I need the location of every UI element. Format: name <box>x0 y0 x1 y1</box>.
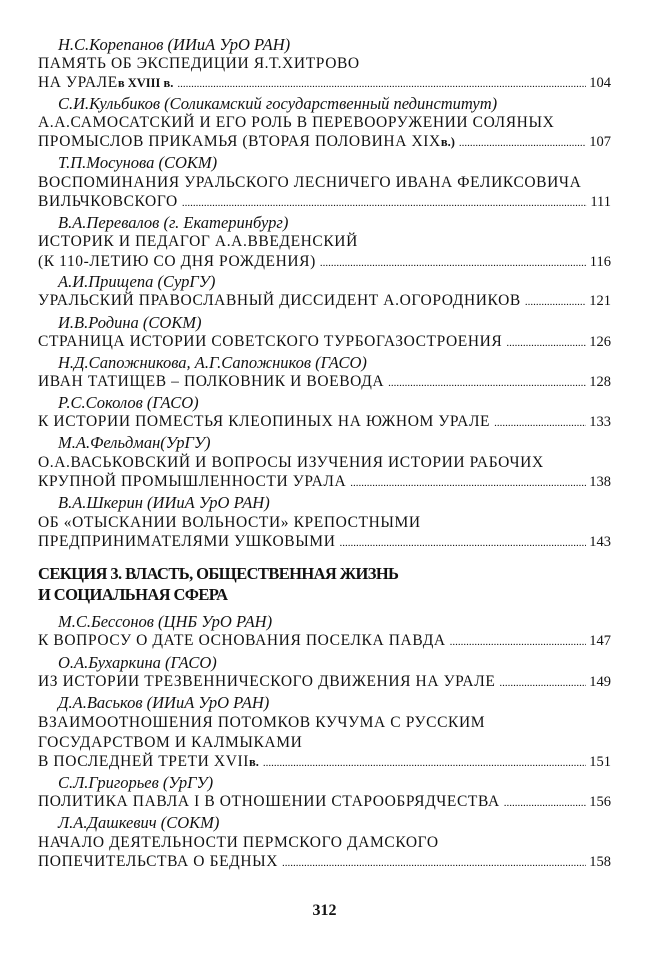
entry-page-number: 138 <box>589 474 611 490</box>
entry-title-line: ОБ «ОТЫСКАНИИ ВОЛЬНОСТИ» КРЕПОСТНЫМИ <box>38 514 421 531</box>
entry-title-text: ИЗ ИСТОРИИ ТРЕЗВЕННИЧЕСКОГО ДВИЖЕНИЯ НА УРАЛЕ <box>38 673 496 690</box>
entry-title-last-line <box>38 133 611 151</box>
entry-title-line: ИСТОРИК И ПЕДАГОГ А.А.ВВЕДЕНСКИЙ <box>38 233 358 250</box>
entry-title-suffix: в.) <box>440 135 455 149</box>
entry-author: О.А.Бухаркина (ГАСО) <box>58 653 217 672</box>
entry-page-number: 111 <box>590 194 611 210</box>
entry-title-text: (К 110-ЛЕТИЮ СО ДНЯ РОЖДЕНИЯ) <box>38 253 316 270</box>
entry-title-line: НАЧАЛО ДЕЯТЕЛЬНОСТИ ПЕРМСКОГО ДАМСКОГО <box>38 834 439 851</box>
entry-page-number: 143 <box>589 534 611 550</box>
entry-page-number: 149 <box>589 674 611 690</box>
entry-author: С.И.Кульбиков (Соликамский государственный пединститут) <box>58 94 498 113</box>
dot-leader <box>494 417 586 429</box>
entry-author: М.А.Фельдман(УрГУ) <box>58 433 211 452</box>
entry-title-suffix: в. <box>249 755 259 769</box>
entry-title-text: ПОПЕЧИТЕЛЬСТВА О БЕДНЫХ <box>38 853 279 870</box>
entry-title-last-line <box>38 632 611 650</box>
entry-title-line: О.А.ВАСЬКОВСКИЙ И ВОПРОСЫ ИЗУЧЕНИЯ ИСТОРИИ РАБОЧИХ <box>38 454 544 471</box>
dot-leader <box>182 197 587 209</box>
entry-author: И.В.Родина (СОКМ) <box>58 313 202 332</box>
entry-page-number: 121 <box>589 293 611 309</box>
entry-author: Л.А.Дашкевич (СОКМ) <box>58 813 220 832</box>
entry-title-last-line <box>38 74 611 92</box>
entry-title-line: ПАМЯТЬ ОБ ЭКСПЕДИЦИИ Я.Т.ХИТРОВО <box>38 55 360 72</box>
section-heading-cont: И СОЦИАЛЬНАЯ СФЕРА <box>38 585 228 604</box>
entry-title-text: НА УРАЛЕ <box>38 74 118 91</box>
dot-leader <box>499 677 586 689</box>
entry-title-last-line <box>38 793 611 811</box>
entry-author: Р.С.Соколов (ГАСО) <box>58 393 199 412</box>
dot-leader <box>459 137 586 149</box>
entry-page-number: 116 <box>589 254 611 270</box>
entry-author: Н.Д.Сапожникова, А.Г.Сапожников (ГАСО) <box>58 353 367 372</box>
entry-page-number: 147 <box>589 633 611 649</box>
entry-title-text: К ИСТОРИИ ПОМЕСТЬЯ КЛЕОПИНЫХ НА ЮЖНОМ УРАЛЕ <box>38 413 491 430</box>
entry-author: Д.А.Васьков (ИИиА УрО РАН) <box>58 693 270 712</box>
entry-title-text: СТРАНИЦА ИСТОРИИ СОВЕТСКОГО ТУРБОГАЗОСТРОЕНИЯ <box>38 333 503 350</box>
entry-title-text: КРУПНОЙ ПРОМЫШЛЕННОСТИ УРАЛА <box>38 473 347 490</box>
entry-title-last-line <box>38 333 611 351</box>
entry-author: В.А.Шкерин (ИИиА УрО РАН) <box>58 493 270 512</box>
entry-page-number: 107 <box>589 134 611 150</box>
entry-author: А.И.Прищепа (СурГУ) <box>58 272 216 291</box>
entry-title-last-line <box>38 253 611 271</box>
entry-title-text: ВИЛЬЧКОВСКОГО <box>38 193 178 210</box>
entry-page-number: 151 <box>589 754 611 770</box>
entry-title-line: ГОСУДАРСТВОМ И КАЛМЫКАМИ <box>38 734 303 751</box>
dot-leader <box>450 636 587 648</box>
entry-page-number: 133 <box>589 414 611 430</box>
dot-leader <box>177 78 586 90</box>
dot-leader <box>282 857 586 869</box>
entry-page-number: 126 <box>589 334 611 350</box>
dot-leader <box>506 337 586 349</box>
entry-title-text: К ВОПРОСУ О ДАТЕ ОСНОВАНИЯ ПОСЕЛКА ПАВДА <box>38 632 446 649</box>
entry-title-text: ИВАН ТАТИЩЕВ – ПОЛКОВНИК И ВОЕВОДА <box>38 373 385 390</box>
entry-title-last-line <box>38 753 611 771</box>
entry-title-last-line <box>38 853 611 871</box>
entry-author: М.С.Бессонов (ЦНБ УрО РАН) <box>58 612 273 631</box>
entry-title-line: А.А.САМОСАТСКИЙ И ЕГО РОЛЬ В ПЕРЕВООРУЖЕНИИ СОЛЯНЫХ <box>38 114 555 131</box>
entry-title-last-line <box>38 413 611 431</box>
entry-page-number: 158 <box>589 854 611 870</box>
entry-title-last-line <box>38 373 611 391</box>
entry-title-last-line <box>38 292 611 310</box>
entry-title-last-line <box>38 533 611 551</box>
entry-author: Н.С.Корепанов (ИИиА УрО РАН) <box>58 35 291 54</box>
dot-leader <box>339 537 586 549</box>
dot-leader <box>320 257 587 269</box>
entry-title-last-line <box>38 473 611 491</box>
entry-author: В.А.Перевалов (г. Екатеринбург) <box>58 213 289 232</box>
dot-leader <box>388 377 586 389</box>
dot-leader <box>504 797 587 809</box>
entry-title-text: ПОЛИТИКА ПАВЛА I В ОТНОШЕНИИ СТАРООБРЯДЧЕСТВА <box>38 793 500 810</box>
entry-author: Т.П.Мосунова (СОКМ) <box>58 153 218 172</box>
dot-leader <box>263 757 586 769</box>
entry-title-text: УРАЛЬСКИЙ ПРАВОСЛАВНЫЙ ДИССИДЕНТ А.ОГОРОДНИКОВ <box>38 292 521 309</box>
page-number: 312 <box>312 902 337 919</box>
entry-title-last-line <box>38 673 611 691</box>
entry-title-text: ПРЕДПРИНИМАТЕЛЯМИ УШКОВЫМИ <box>38 533 336 550</box>
section-heading: СЕКЦИЯ 3. ВЛАСТЬ, ОБЩЕСТВЕННАЯ ЖИЗНЬ <box>38 564 399 583</box>
entry-page-number: 156 <box>589 794 611 810</box>
entry-title-last-line <box>38 193 611 211</box>
entry-title-suffix: в XVIII в. <box>117 76 174 90</box>
entry-title-line: ВЗАИМООТНОШЕНИЯ ПОТОМКОВ КУЧУМА С РУССКИМ <box>38 714 486 731</box>
dot-leader <box>350 477 586 489</box>
entry-author: С.Л.Григорьев (УрГУ) <box>58 773 214 792</box>
entry-title-text: В ПОСЛЕДНЕЙ ТРЕТИ XVII <box>38 753 250 770</box>
entry-title-text: ПРОМЫСЛОВ ПРИКАМЬЯ (ВТОРАЯ ПОЛОВИНА XIX <box>38 133 441 150</box>
dot-leader <box>525 296 586 308</box>
entry-title-line: ВОСПОМИНАНИЯ УРАЛЬСКОГО ЛЕСНИЧЕГО ИВАНА ФЕЛИКСОВИЧА <box>38 174 582 191</box>
entry-page-number: 104 <box>589 75 611 91</box>
entry-page-number: 128 <box>589 374 611 390</box>
